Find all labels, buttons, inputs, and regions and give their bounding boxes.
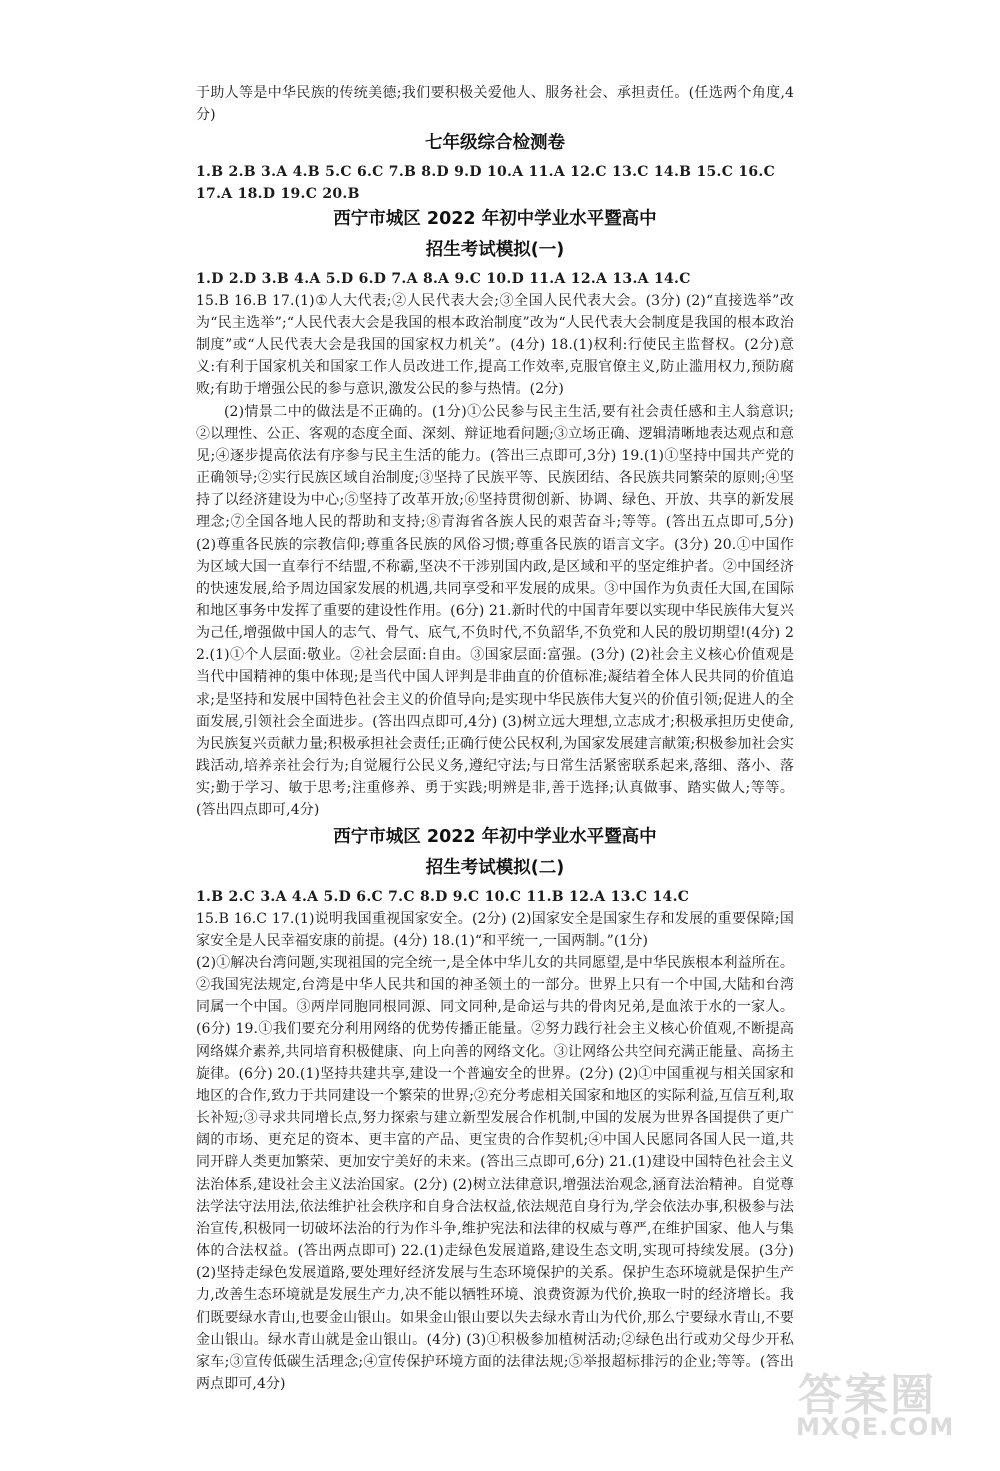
answer-paragraph: (2)①解决台湾问题,实现祖国的完全统一,是全体中华儿女的共同愿望,是中华民族根本利益所在。②我国宪法规定,台湾是中华人民共和国的神圣领土的一部分。世界上只有一个中国,大陆和台湾同属一个中国。③两岸同胞同根同源、同文同种,是命运与共的骨肉兄弟,是血浓于水的一家人。(6分) 19.①我们要充分利用网络的优势传播正能量。②努力践行社会主义核心价值观,不断提高网络媒介素养,共同培育积极健康、向上向善的网络文化。③让网络公共空间充满正能量、高扬主旋律。(6分) 20.(1)坚持共建共享,建设一个普遍安全的世界。(2分) (2)①中国重视与相关国家和地区的合作,致力于共同建设一个繁荣的世界;②充分考虑相关国家和地区的实际利益,互信互利,取长补短;③寻求共同增长点,努力探索与建立新型发展合作机制,中国的发展为世界各国提供了更广阔的市场、更充足的资本、更丰富的产品、更宝贵的合作契机;④中国人民愿同各国人民一道,共同开辟人类更加繁荣、更加安宁美好的未来。(答出三点即可,6分) 21.(1)建设中国特色社会主义法治体系,建设社会主义法治国家。(2分) (2)树立法律意识,增强法治观念,涵育法治精神。自觉尊法学法守法用法,依法维护社会秩序和自身合法权益,依法规范自身行为,学会依法办事,积极参与法治宣传,积极同一切破坏法治的行为作斗争,维护宪法和法律的权威与尊严,在维护国家、他人与集体的合法权益。(答出两点即可) 22.(1)走绿色发展道路,建设生态文明,实现可持续发展。(3分) (2)坚持走绿色发展道路,要处理好经济发展与生态环境保护的关系。保护生态环境就是保护生产力,改善生态环境就是发展生产力,决不能以牺牲环境、浪费资源为代价,换取一时的经济增长。我们既要绿水青山,也要金山银山。如果金山银山要以失去绿水青山为代价,那么宁要绿水青山,不要金山银山。绿水青山就是金山银山。(4分) (3)①积极参加植树活动;②绿色出行或劝父母少开私家车;③宣传低碳生活理念;④宣传保护环境方面的法律法规;⑤举报超标排污的企业;等等。(答出两点即可,4分) (196, 955, 794, 1392)
section-grade7 (196, 130, 794, 205)
section-title-line-1: 西宁市城区 2022 年初中学业水平暨高中 (333, 208, 657, 229)
section-title-line-1: 西宁市城区 2022 年初中学业水平暨高中 (333, 826, 657, 847)
watermark-mark: 答案圈 (798, 1370, 936, 1421)
answer-paragraph: 15.B 16.C 17.(1)说明我国重视国家安全。(2分) (2)国家安全是国家生存和发展的重要保障;国家安全是人民幸福安康的前提。(4分) 18.(1)“和平统一,一国两制。”(1分) (196, 910, 794, 949)
watermark-logo (766, 1351, 966, 1445)
choice-answers: 1.B 2.C 3.A 4.A 5.D 6.C 7.C 8.D 9.C 10.C 11.B 12.A 13.C 14.C (196, 888, 690, 905)
intro-paragraph: 于助人等是中华民族的传统美德;我们要积极关爱他人、服务社会、承担责任。(任选两个角度,4分) (196, 85, 794, 124)
section-title-line-2: 招生考试模拟(二) (425, 857, 565, 878)
section-mock-2 (196, 824, 794, 1396)
answer-paragraph: (2)情景二中的做法是不正确的。(1分)①公民参与民主生活,要有社会责任感和主人翁意识;②以理性、公正、客观的态度全面、深刻、辩证地看问题;③立场正确、逻辑清晰地表达观点和意见;④逐步提高依法有序参与民主生活的能力。(答出三点即可,3分) 19.(1)①坚持中国共产党的正确领导;②实行民族区域自治制度;③坚持了民族平等、民族团结、各民族共同繁荣的原则;④坚持了以经济建设为中心;⑤坚持了改革开放;⑥坚持贯彻创新、协调、绿色、开放、共享的新发展理念;⑦全国各地人民的帮助和支持;⑧青海省各族人民的艰苦奋斗;等等。(答出五点即可,5分) (2)尊重各民族的宗教信仰;尊重各民族的风俗习惯;尊重各民族的语言文字。(3分) 20.①中国作为区域大国一直奉行不结盟,不称霸,坚决不干涉别国内政,是区域和平的坚定维护者。②中国经济的快速发展,给予周边国家发展的机遇,共同享受和平发展的成果。③中国作为负责任大国,在国际和地区事务中发挥了重要的建设性作用。(6分) 21.新时代的中国青年要以实现中华民族伟大复兴为己任,增强做中国人的志气、骨气、底气,不负时代,不负韶华,不负党和人民的殷切期望!(4分) 22.(1)①个人层面:敬业。②社会层面:自由。③国家层面:富强。(3分) (2)社会主义核心价值观是当代中国精神的集中体现;是当代中国人评判是非曲直的价值标准;凝结着全体人民共同的价值追求;是坚持和发展中国特色社会主义的价值导向;是实现中华民族伟大复兴的价值引领;促进人的全面发展,引领社会全面进步。(答出四点即可,4分) (3)树立远大理想,立志成才;积极承担历史使命,为民族复兴贡献力量;积极承担社会责任;正确行使公民权利,为国家发展建言献策;积极参加社会实践活动,培养亲社会行为;自觉履行公民义务,遵纪守法;与日常生活紧密联系起来,落细、落小、落实;勤于学习、敏于思考;注重修养、勇于实践;明辨是非,善于选择;认真做事、踏实做人;等等。(答出四点即可,4分) (196, 403, 794, 819)
choice-answers: 1.D 2.D 3.B 4.A 5.D 6.D 7.A 8.A 9.C 10.D 11.A 12.A 13.A 14.C (196, 270, 691, 287)
section-title: 七年级综合检测卷 (425, 133, 565, 154)
choice-answers: 1.B 2.B 3.A 4.B 5.C 6.C 7.B 8.D 9.D 10.A 11.A 12.C 13.C 14.B 15.C 16.C 17.A 18.D 19.C 20.B (196, 164, 776, 203)
section-title-line-2: 招生考试模拟(一) (425, 239, 565, 260)
section-mock-1 (196, 206, 794, 822)
watermark-url: MXQE.COM (796, 1413, 955, 1441)
answer-content (196, 82, 794, 1395)
answer-paragraph: 15.B 16.B 17.(1)①人大代表;②人民代表大会;③全国人民代表大会。(3分) (2)“直接选举”改为“民主选举”;“人民代表大会是我国的根本政治制度”改为“人民代表大会制度是我国的根本政治制度”或“人民代表大会是我国的国家权力机关”。(4分) 18.(1)权利:行使民主监督权。(2分)意义:有利于国家机关和国家工作人员改进工作,提高工作效率,克服官僚主义,防止滥用权力,预防腐败;有助于增强公民的参与意识,激发公民的参与热情。(2分) (196, 292, 794, 398)
